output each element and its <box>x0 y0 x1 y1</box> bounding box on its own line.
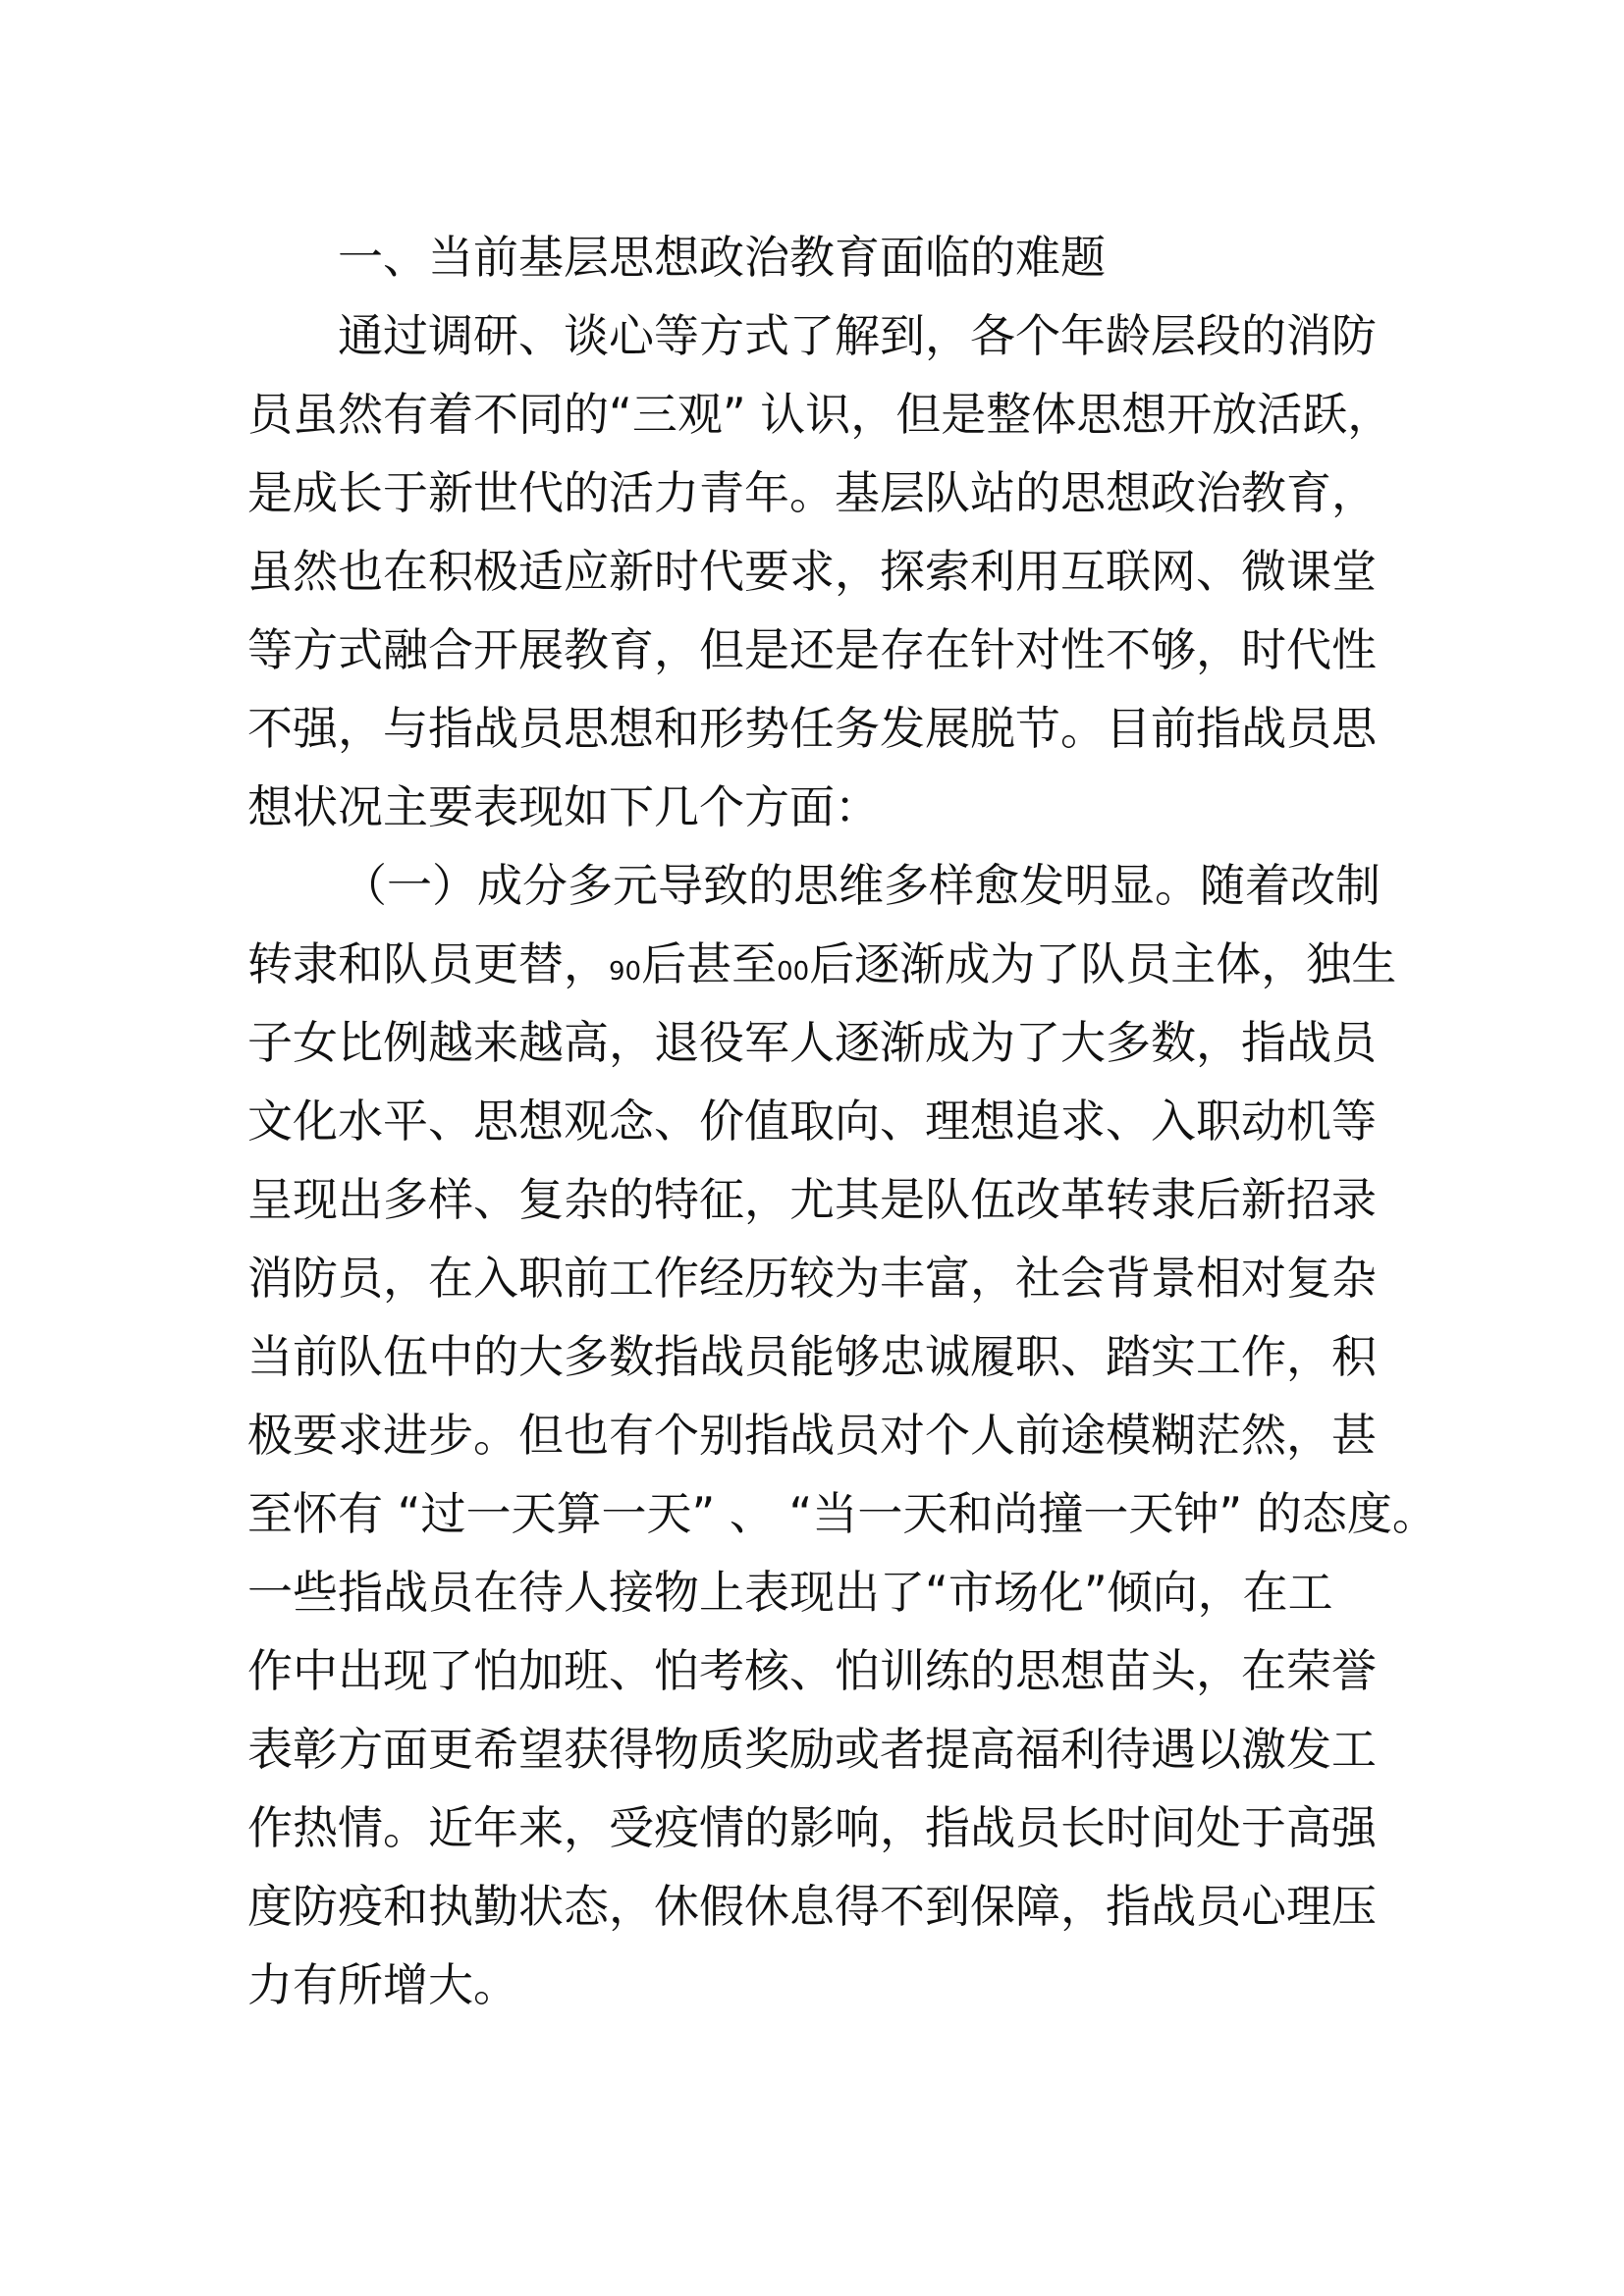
paragraph-line: 作中出现了怕加班、怕考核、怕训练的思想苗头，在荣誉 <box>247 1644 1377 1697</box>
number-00: 00 <box>777 957 810 987</box>
paragraph-line: 呈现出多样、复杂的特征，尤其是队伍改革转隶后新招录 <box>247 1173 1377 1226</box>
paragraph-line: 文化水平、思想观念、价值取向、理想追求、入职动机等 <box>247 1095 1377 1148</box>
number-90: 90 <box>609 957 642 987</box>
paragraph-line: 力有所增大。 <box>247 1958 518 2011</box>
text-fragment: 后逐渐成为了队员主体，独生 <box>809 937 1397 990</box>
paragraph-line: 消防员，在入职前工作经历较为丰富，社会背景相对复杂 <box>247 1252 1377 1305</box>
text-fragment: 的态度。 <box>1256 1487 1437 1540</box>
paragraph-line: 表彰方面更希望获得物质奖励或者提高福利待遇以激发工 <box>247 1723 1377 1776</box>
paragraph-line: 一些指战员在待人接物上表现出了“市场化”倾向，在工 <box>247 1566 1333 1619</box>
text-fragment: 认识，但是整体思想开放活跃， <box>760 388 1393 441</box>
text-fragment: 至怀有 <box>247 1487 383 1540</box>
paragraph-line: 通过调研、谈心等方式了解到，各个年龄层段的消防 <box>338 309 1377 362</box>
paragraph-line: 度防疫和执勤状态，休假休息得不到保障，指战员心理压 <box>247 1880 1377 1933</box>
paragraph-line: 想状况主要表现如下几个方面： <box>247 780 880 833</box>
quoted-phrase: “当一天和尚撞一天钟” <box>788 1487 1243 1540</box>
subsection-heading-line: （一）成分多元导致的思维多样愈发明显。随着改制 <box>342 859 1380 912</box>
paragraph-line <box>247 375 1396 454</box>
quoted-term: “三观” <box>609 388 746 441</box>
quoted-phrase: “过一天算一天” <box>397 1487 716 1540</box>
paragraph-line: 虽然也在积极适应新时代要求，探索利用互联网、微课堂 <box>247 545 1377 598</box>
paragraph-line: 作热情。近年来，受疫情的影响，指战员长时间处于高强 <box>247 1801 1377 1854</box>
paragraph-line: 当前队伍中的大多数指战员能够忠诚履职、踏实工作，积 <box>247 1330 1377 1383</box>
text-fragment: 员虽然有着不同的 <box>247 388 609 441</box>
paragraph-line <box>247 925 1396 1003</box>
paragraph-line: 不强，与指战员思想和形势任务发展脱节。目前指战员思 <box>247 702 1377 755</box>
document-body <box>247 218 1437 2024</box>
text-fragment: 、 <box>729 1487 775 1540</box>
paragraph-line: 极要求进步。但也有个别指战员对个人前途模糊茫然，甚 <box>247 1409 1377 1462</box>
paragraph-line: 是成长于新世代的活力青年。基层队站的思想政治教育， <box>247 466 1377 519</box>
text-fragment: 后甚至 <box>641 937 778 990</box>
text-fragment: 转隶和队员更替， <box>247 937 609 990</box>
paragraph-line <box>247 1474 1437 1553</box>
section-heading: 一、当前基层思想政治教育面临的难题 <box>338 231 1106 284</box>
paragraph-line: 子女比例越来越高，退役军人逐渐成为了大多数，指战员 <box>247 1016 1377 1069</box>
paragraph-line: 等方式融合开展教育，但是还是存在针对性不够，时代性 <box>247 623 1377 676</box>
